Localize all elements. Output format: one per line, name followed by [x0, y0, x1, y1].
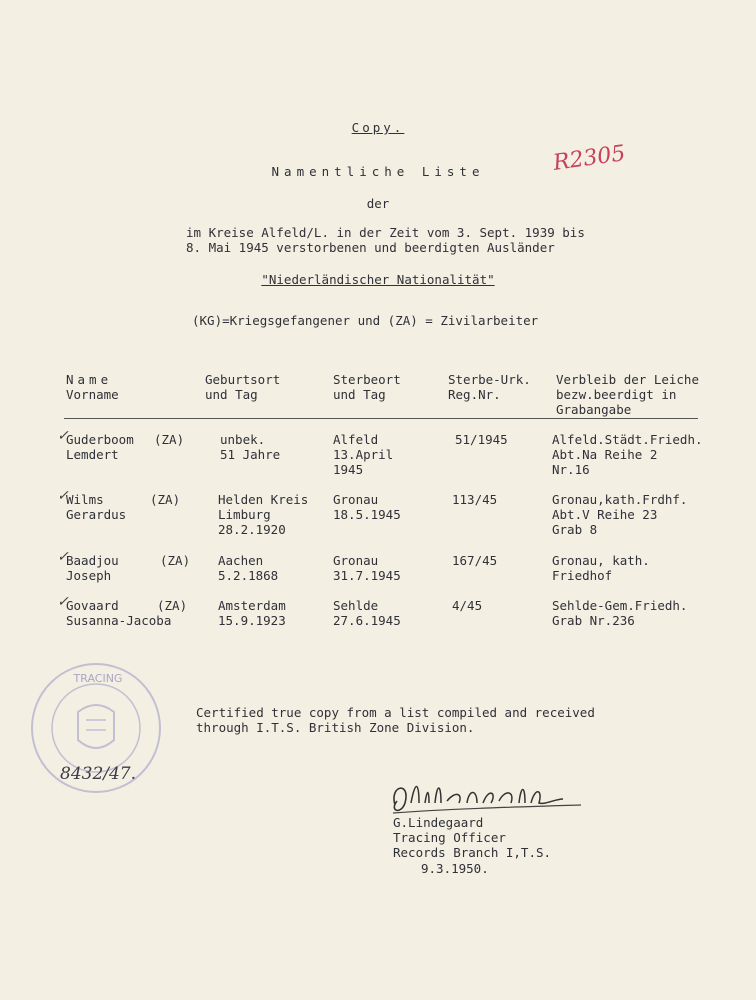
header-deathdate: und Tag: [333, 387, 386, 402]
row-death-1: Sehlde: [333, 598, 379, 613]
certified-line-2: through I.T.S. British Zone Division.: [196, 720, 475, 735]
row-burial-1: Gronau, kath.: [552, 553, 650, 568]
row-birth-2: Limburg: [218, 507, 271, 522]
header-burial-2: bezw.beerdigt in: [556, 387, 677, 402]
row-burial-1: Sehlde-Gem.Friedh.: [552, 598, 688, 613]
row-surname: Baadjou: [66, 553, 119, 568]
check-mark-icon: ✓: [57, 488, 69, 504]
check-mark-icon: ✓: [57, 594, 69, 610]
certified-line-1: Certified true copy from a list compiled and received: [196, 705, 595, 720]
row-surname: Guderboom: [66, 432, 134, 447]
intro-line-2: 8. Mai 1945 verstorbenen und beerdigten Ausländer: [186, 240, 555, 255]
header-burial-1: Verbleib der Leiche: [556, 372, 699, 387]
row-status: (ZA): [150, 492, 181, 507]
row-burial-1: Gronau,kath.Frdhf.: [552, 492, 688, 507]
row-burial-2: Abt.Na Reihe 2: [552, 447, 658, 462]
row-death-2: 27.6.1945: [333, 613, 401, 628]
header-firstname: Vorname: [66, 387, 119, 402]
status-legend: (KG)=Kriegsgefangener und (ZA) = Zivilarbeiter: [192, 313, 539, 328]
row-burial-2: Friedhof: [552, 568, 613, 583]
red-annotation: R2305: [551, 141, 627, 176]
header-regnr: Reg.Nr.: [448, 387, 501, 402]
stamp-number: 8432/47.: [60, 764, 137, 784]
signer-branch: Records Branch I,T.S.: [393, 845, 552, 860]
check-mark-icon: ✓: [57, 428, 69, 444]
row-firstname: Susanna-Jacoba: [66, 613, 172, 628]
row-certificate: 51/1945: [455, 432, 508, 447]
list-title: Namentliche Liste: [271, 164, 485, 179]
row-death-1: Gronau: [333, 492, 379, 507]
row-firstname: Gerardus: [66, 507, 127, 522]
row-status: (ZA): [157, 598, 188, 613]
row-death-1: Alfeld: [333, 432, 379, 447]
header-burial-3: Grabangabe: [556, 402, 632, 417]
header-deathplace: Sterbeort: [333, 372, 401, 387]
row-certificate: 4/45: [452, 598, 483, 613]
check-mark-icon: ✓: [57, 549, 69, 565]
row-death-2: 18.5.1945: [333, 507, 401, 522]
row-birth-2: 51 Jahre: [220, 447, 281, 462]
row-birth-2: 5.2.1868: [218, 568, 279, 583]
row-status: (ZA): [160, 553, 191, 568]
nationality-heading: "Niederländischer Nationalität": [261, 272, 495, 287]
signer-name: G.Lindegaard: [393, 815, 484, 830]
row-certificate: 167/45: [452, 553, 498, 568]
row-death-1: Gronau: [333, 553, 379, 568]
row-birth-1: Amsterdam: [218, 598, 286, 613]
row-certificate: 113/45: [452, 492, 498, 507]
row-burial-2: Abt.V Reihe 23: [552, 507, 658, 522]
row-burial-3: Nr.16: [552, 462, 590, 477]
signer-title: Tracing Officer: [393, 830, 506, 845]
row-birth-1: Aachen: [218, 553, 264, 568]
header-birthdate: und Tag: [205, 387, 258, 402]
row-birth-1: Helden Kreis: [218, 492, 309, 507]
row-burial-2: Grab Nr.236: [552, 613, 635, 628]
row-firstname: Lemdert: [66, 447, 119, 462]
header-name: Name: [66, 372, 113, 387]
row-burial-3: Grab 8: [552, 522, 598, 537]
stamp-text: TRACING: [73, 672, 123, 685]
header-birthplace: Geburtsort: [205, 372, 281, 387]
row-birth-2: 15.9.1923: [218, 613, 286, 628]
copy-label: Copy.: [351, 120, 405, 135]
row-status: (ZA): [154, 432, 185, 447]
header-rule: [64, 418, 698, 419]
header-certificate: Sterbe-Urk.: [448, 372, 531, 387]
row-birth-3: 28.2.1920: [218, 522, 286, 537]
row-birth-1: unbek.: [220, 432, 266, 447]
row-surname: Govaard: [66, 598, 119, 613]
row-death-2: 31.7.1945: [333, 568, 401, 583]
intro-line-1: im Kreise Alfeld/L. in der Zeit vom 3. Sept. 1939 bis: [186, 225, 585, 240]
row-death-2: 13.April: [333, 447, 394, 462]
signer-date: 9.3.1950.: [421, 861, 489, 876]
row-firstname: Joseph: [66, 568, 112, 583]
row-surname: Wilms: [66, 492, 104, 507]
title-der: der: [366, 196, 390, 211]
handwritten-signature: [385, 775, 585, 819]
row-death-3: 1945: [333, 462, 364, 477]
row-burial-1: Alfeld.Städt.Friedh.: [552, 432, 703, 447]
